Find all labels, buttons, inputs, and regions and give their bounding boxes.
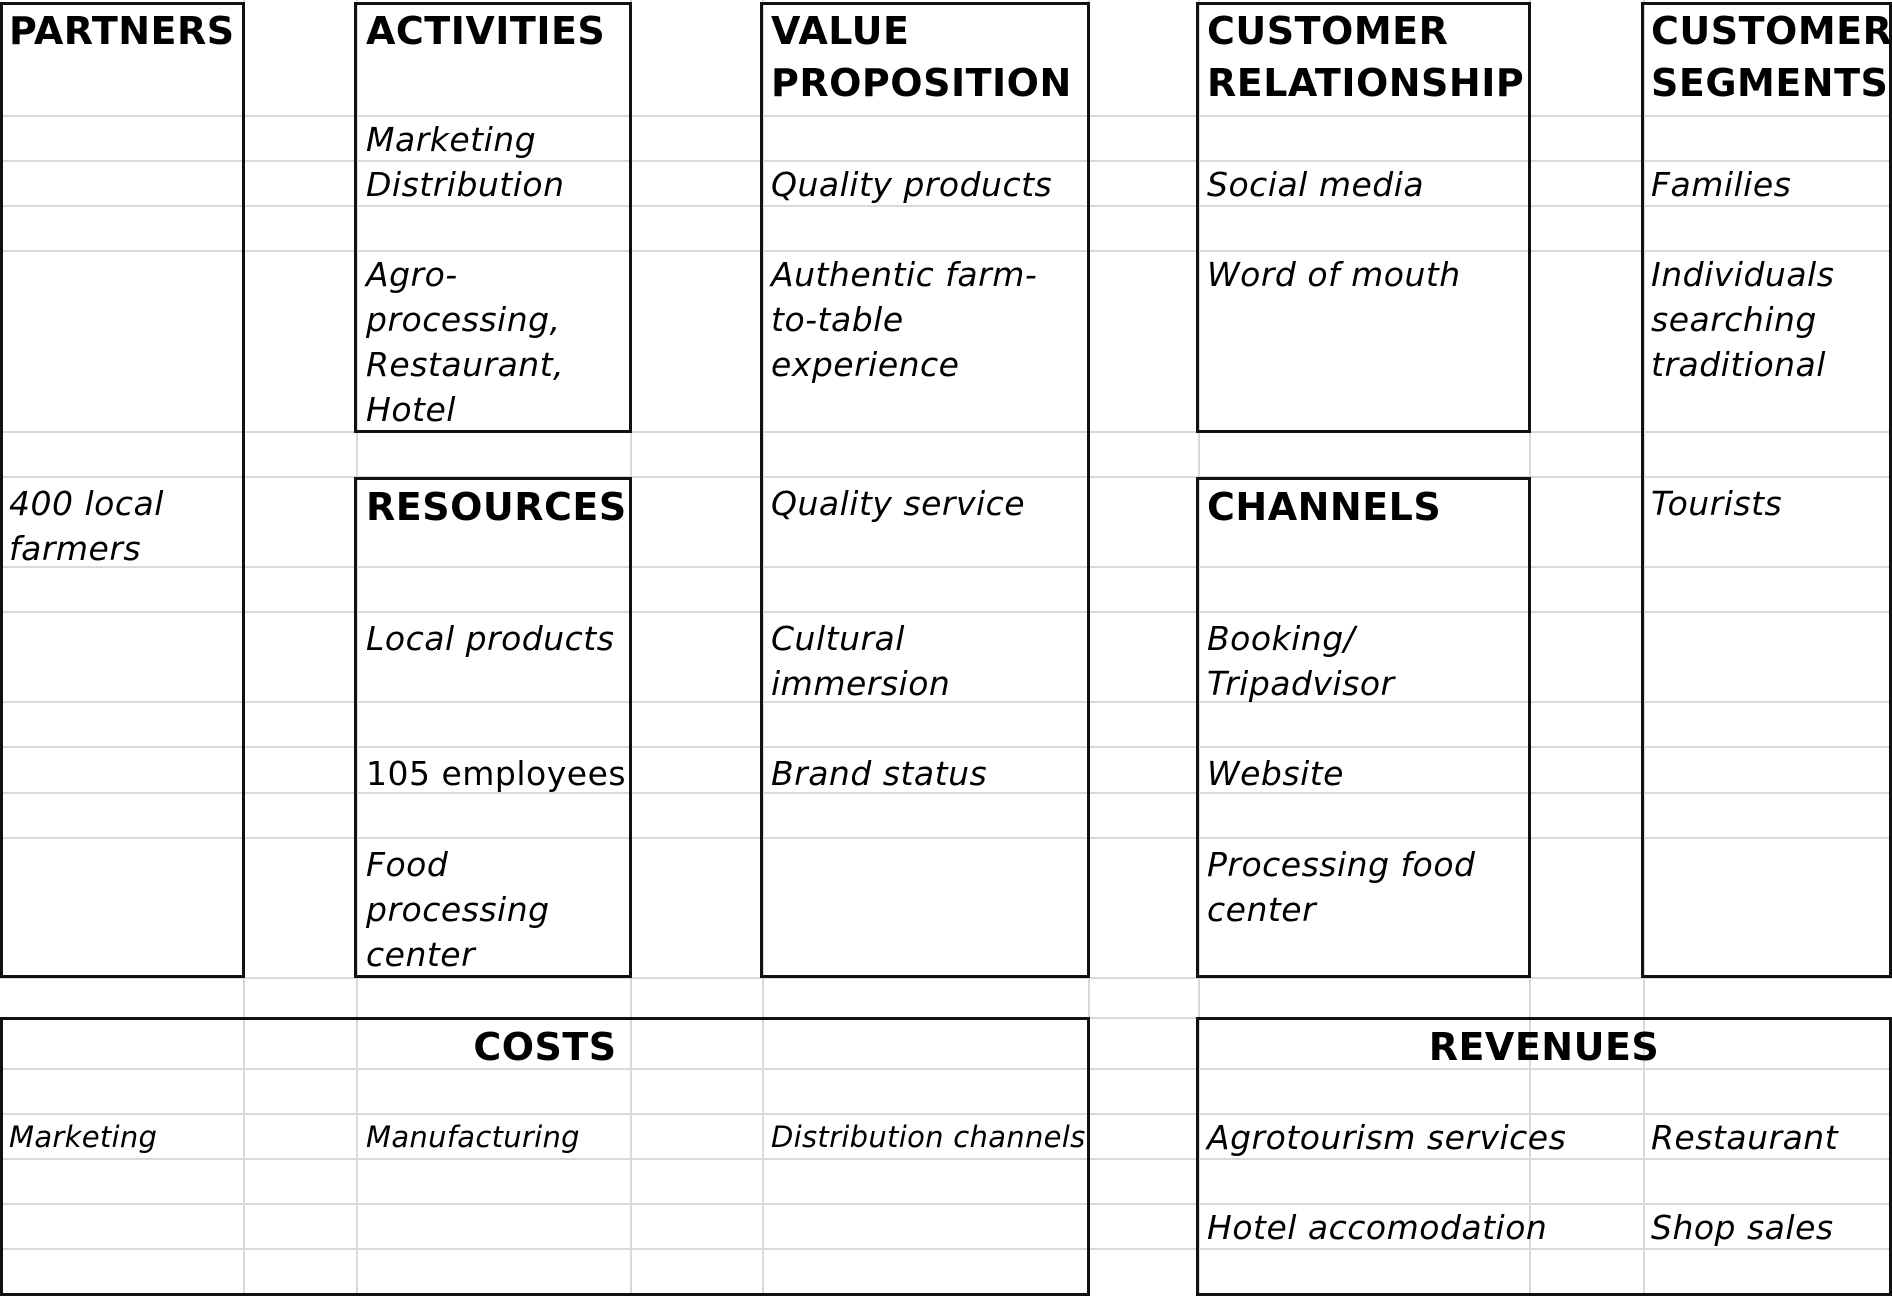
revenue-item: Hotel accomodation: [1207, 1208, 1548, 1247]
value-item: immersion: [771, 664, 951, 703]
segment-item: Tourists: [1651, 484, 1783, 523]
segment-item: traditional: [1651, 345, 1826, 384]
value-item: Quality service: [771, 484, 1026, 523]
resource-item: processing: [366, 890, 550, 929]
channel-item: Tripadvisor: [1207, 664, 1395, 703]
resources-title: RESOURCES: [366, 485, 627, 529]
cost-item: Manufacturing: [366, 1120, 580, 1154]
revenue-item: Restaurant: [1651, 1118, 1839, 1157]
partner-item: 400 local: [9, 484, 164, 523]
segment-item: searching: [1651, 300, 1817, 339]
customer-segments-title-line1: CUSTOMER: [1651, 9, 1892, 53]
value-item: Cultural: [771, 619, 905, 658]
activity-item: Restaurant,: [366, 345, 565, 384]
customer-relationship-title-line1: CUSTOMER: [1207, 9, 1449, 53]
value-item: to-table: [771, 300, 904, 339]
activity-item: Agro-: [366, 255, 458, 294]
segment-item: Families: [1651, 165, 1792, 204]
relationship-item: Social media: [1207, 165, 1425, 204]
resource-item: Local products: [366, 619, 615, 658]
channel-item: center: [1207, 890, 1317, 929]
activity-item: Marketing: [366, 120, 537, 159]
resource-item: center: [366, 935, 476, 974]
value-item: Brand status: [771, 754, 988, 793]
value-proposition-title-line2: PROPOSITION: [771, 61, 1072, 105]
partner-item: farmers: [9, 529, 142, 568]
value-item: Authentic farm-: [771, 255, 1038, 294]
value-proposition-title-line1: VALUE: [771, 9, 910, 53]
customer-segments-title-line2: SEGMENTS: [1651, 61, 1889, 105]
channel-item: Booking/: [1207, 619, 1356, 658]
cost-item: Marketing: [9, 1120, 158, 1154]
activities-title: ACTIVITIES: [366, 9, 606, 53]
resource-item: 105 employees: [366, 754, 627, 793]
segment-item: Individuals: [1651, 255, 1835, 294]
customer-relationship-title-line2: RELATIONSHIP: [1207, 61, 1525, 105]
value-item: experience: [771, 345, 960, 384]
costs-title: COSTS: [473, 1025, 617, 1069]
activity-item: Distribution: [366, 165, 565, 204]
revenue-item: Agrotourism services: [1207, 1118, 1567, 1157]
resource-item: Food: [366, 845, 449, 884]
revenue-item: Shop sales: [1651, 1208, 1834, 1247]
activity-item: Hotel: [366, 390, 456, 429]
relationship-item: Word of mouth: [1207, 255, 1461, 294]
channel-item: Website: [1207, 754, 1344, 793]
channel-item: Processing food: [1207, 845, 1476, 884]
value-item: Quality products: [771, 165, 1053, 204]
partners-title: PARTNERS: [9, 9, 235, 53]
activity-item: processing,: [366, 300, 561, 339]
channels-title: CHANNELS: [1207, 485, 1442, 529]
cost-item: Distribution channels: [771, 1120, 1086, 1154]
revenues-title: REVENUES: [1428, 1025, 1660, 1069]
